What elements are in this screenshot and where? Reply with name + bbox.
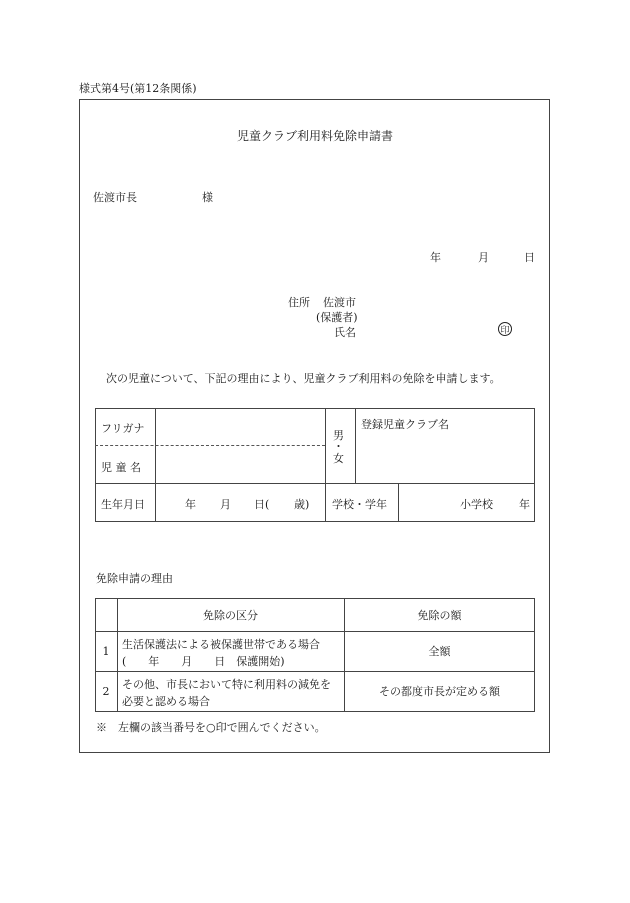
furigana-label: フリガナ — [101, 422, 145, 435]
rule — [355, 408, 356, 483]
date-day: 日 — [524, 251, 535, 264]
dashed-rule — [95, 445, 325, 446]
seal-mark: 印 — [498, 322, 512, 336]
rule — [155, 483, 156, 521]
grade-value: 年 — [519, 498, 530, 511]
club-label: 登録児童クラブ名 — [361, 418, 449, 431]
row-text-line2: ( 年 月 日 保護開始) — [122, 655, 285, 668]
school-value: 小学校 — [460, 498, 493, 511]
birth-age: 歳) — [294, 498, 310, 511]
gender-female: 女 — [333, 452, 344, 465]
date-year: 年 — [430, 251, 441, 264]
address-value: 佐渡市 — [323, 296, 356, 309]
reason-heading: 免除申請の理由 — [96, 572, 173, 585]
name-label: 氏名 — [334, 326, 356, 339]
form-number: 様式第4号(第12条関係) — [79, 82, 197, 95]
school-label: 学校・学年 — [332, 498, 387, 511]
addressee-name: 佐渡市長 — [93, 191, 137, 204]
birth-day: 日( — [254, 498, 270, 511]
birth-year: 年 — [185, 498, 196, 511]
rule — [325, 408, 326, 522]
row-number: 1 — [102, 644, 110, 658]
guardian-label: (保護者) — [316, 311, 358, 324]
gender-male: 男 — [333, 429, 344, 442]
col-amount-header: 免除の額 — [417, 608, 462, 622]
intro-text: 次の児童について、下記の理由により、児童クラブ利用料の免除を申請します。 — [106, 372, 501, 385]
note-text: ※ 左欄の該当番号を○印で囲んでください。 — [96, 721, 326, 734]
child-name-label: 児 童 名 — [101, 461, 141, 474]
form-title: 児童クラブ利用料免除申請書 — [236, 129, 393, 143]
address-label: 住所 — [288, 296, 310, 309]
birth-month: 月 — [220, 498, 231, 511]
row-text-line2: 必要と認める場合 — [122, 695, 210, 708]
row-text-line1: 生活保護法による被保護世帯である場合 — [122, 638, 320, 651]
addressee-honorific: 様 — [202, 191, 213, 204]
date-month: 月 — [478, 251, 489, 264]
row-number: 2 — [102, 684, 110, 698]
rule — [398, 483, 399, 521]
col-category-header: 免除の区分 — [203, 608, 258, 622]
gender-dot: ・ — [333, 440, 344, 453]
birth-label: 生年月日 — [101, 498, 145, 511]
rule — [95, 483, 535, 484]
row-amount: 全額 — [428, 645, 451, 658]
row-amount: その都度市長が定める額 — [379, 685, 500, 698]
row-text-line1: その他、市長において特に利用料の減免を — [122, 678, 331, 691]
